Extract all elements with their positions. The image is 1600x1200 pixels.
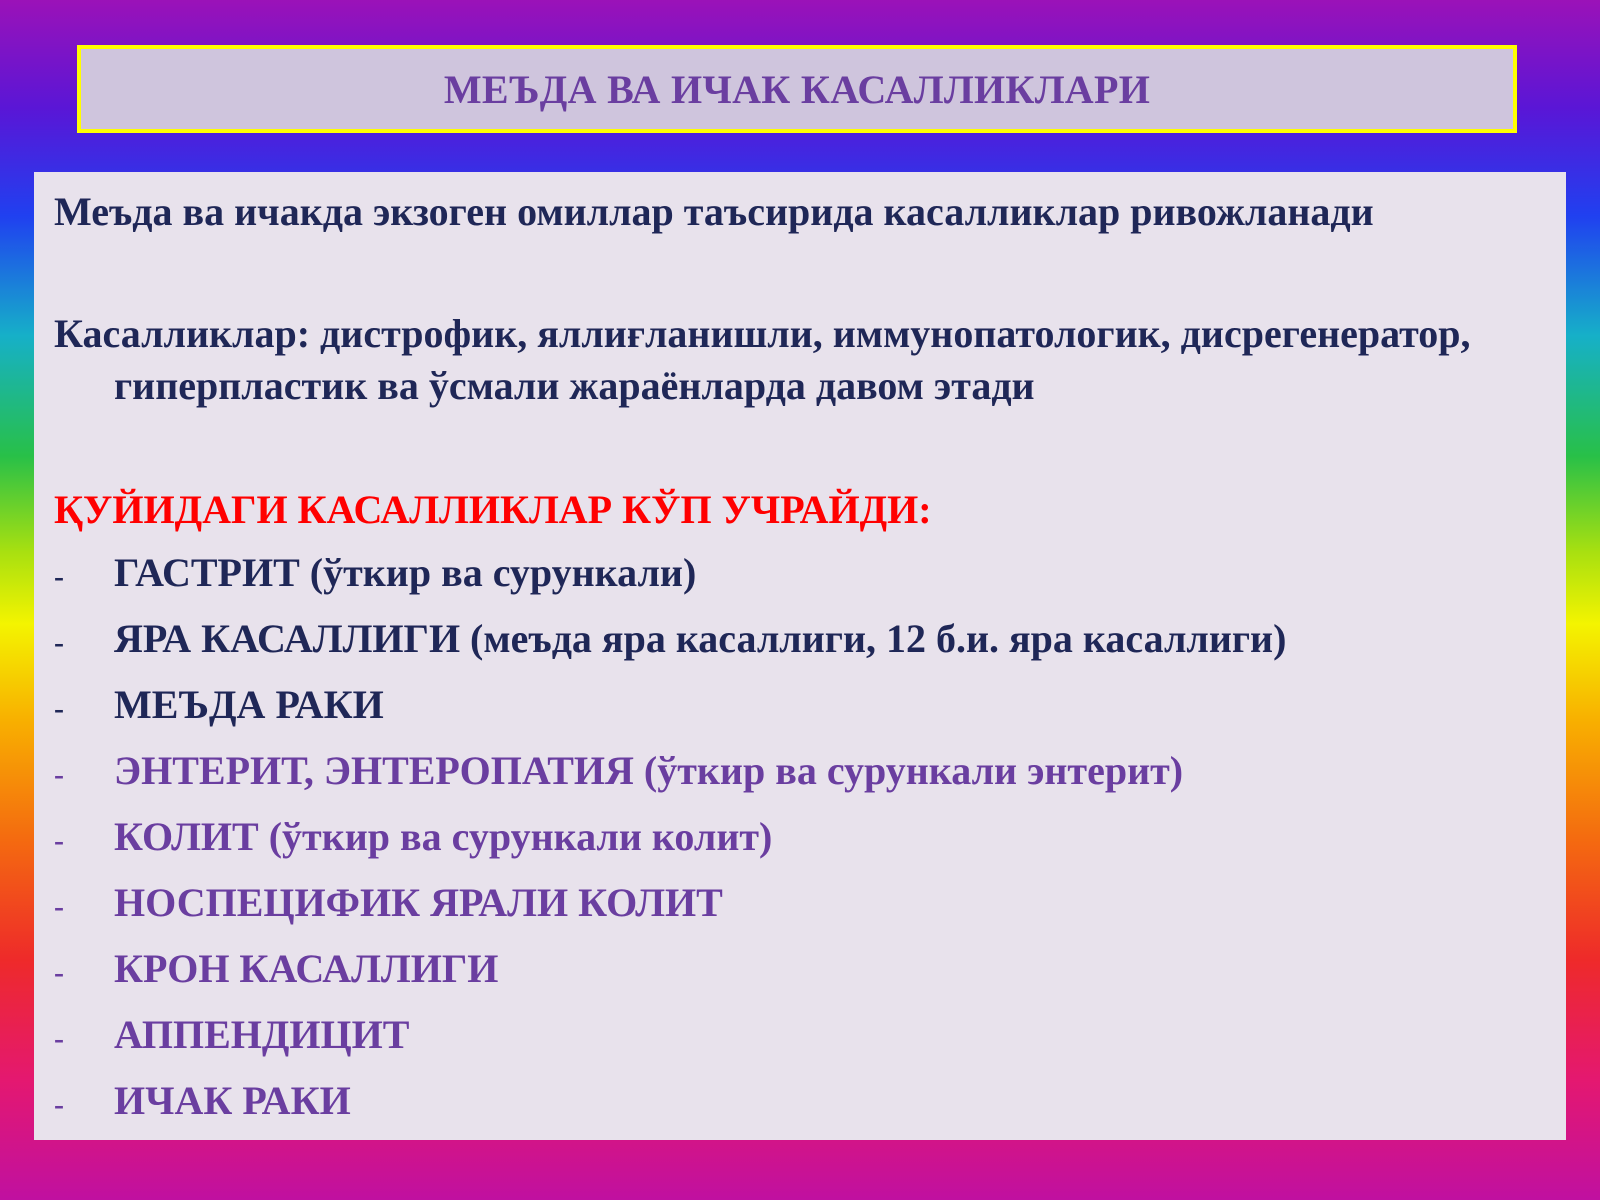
bullet-dash: - bbox=[54, 626, 64, 659]
bullet-dash: - bbox=[54, 824, 64, 857]
list-item bbox=[54, 542, 1546, 608]
disease-kinds-text: Касалликлар: дистрофик, яллиғланишли, иммунопатологик, дисрегенератор, гиперпластик ва ўсмали жараёнларда давом этади bbox=[54, 311, 1471, 408]
bullet-dash: - bbox=[54, 560, 64, 593]
common-diseases-heading: ҚУЙИДАГИ КАСАЛЛИКЛАР КЎП УЧРАЙДИ: bbox=[54, 487, 932, 532]
list-item bbox=[54, 938, 1546, 1004]
list-item-text: ГАСТРИТ (ўткир ва сурункали) bbox=[114, 550, 697, 595]
disease-list bbox=[54, 542, 1546, 1136]
list-item-text: МЕЪДА РАКИ bbox=[114, 682, 384, 727]
list-item bbox=[54, 872, 1546, 938]
list-item-text: АППЕНДИЦИТ bbox=[114, 1012, 410, 1057]
bullet-dash: - bbox=[54, 758, 64, 791]
list-item bbox=[54, 674, 1546, 740]
slide-title: МЕЪДА ВА ИЧАК КАСАЛЛИКЛАРИ bbox=[443, 66, 1151, 112]
list-item bbox=[54, 806, 1546, 872]
bullet-dash: - bbox=[54, 692, 64, 725]
list-item-text: НОСПЕЦИФИК ЯРАЛИ КОЛИТ bbox=[114, 880, 723, 925]
list-item-text: КРОН КАСАЛЛИГИ bbox=[114, 946, 499, 991]
bullet-dash: - bbox=[54, 956, 64, 989]
bullet-dash: - bbox=[54, 1088, 64, 1121]
bullet-dash: - bbox=[54, 1022, 64, 1055]
list-item-text: ЭНТЕРИТ, ЭНТЕРОПАТИЯ (ўткир ва сурункали энтерит) bbox=[114, 748, 1184, 793]
title-box bbox=[77, 45, 1517, 133]
list-item-text: ИЧАК РАКИ bbox=[114, 1078, 351, 1123]
list-item bbox=[54, 740, 1546, 806]
list-item-text: КОЛИТ (ўткир ва сурункали колит) bbox=[114, 814, 773, 859]
bullet-dash: - bbox=[54, 890, 64, 923]
list-item-text: ЯРА КАСАЛЛИГИ (меъда яра касаллиги, 12 б.и. яра касаллиги) bbox=[114, 616, 1287, 661]
list-item bbox=[54, 608, 1546, 674]
content-panel bbox=[34, 172, 1566, 1140]
list-item bbox=[54, 1070, 1546, 1136]
list-item bbox=[54, 1004, 1546, 1070]
intro-text: Меъда ва ичакда экзоген омиллар таъсирида касалликлар ривожланади bbox=[54, 189, 1374, 234]
